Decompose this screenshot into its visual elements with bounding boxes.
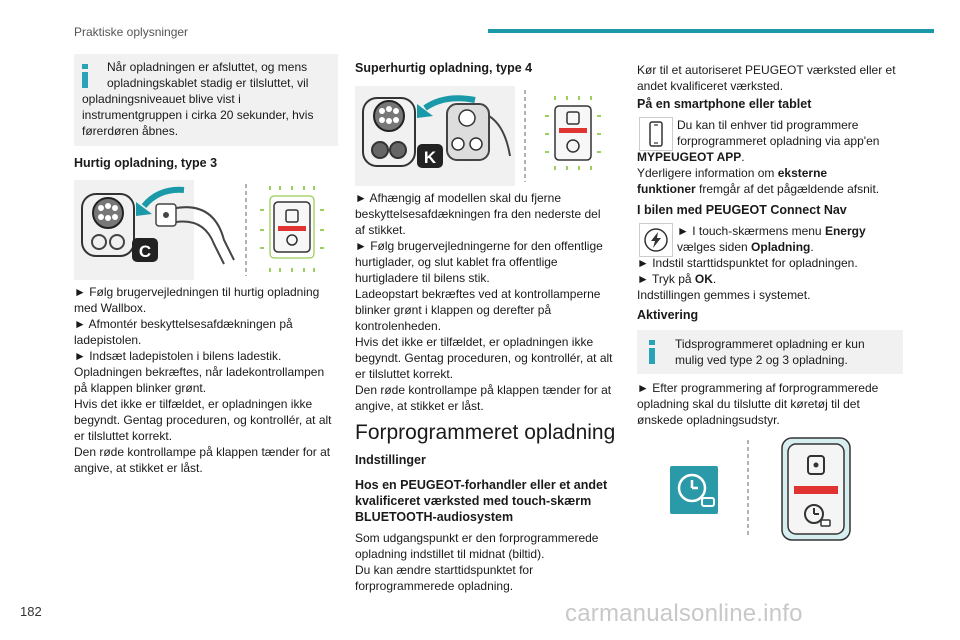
type3-connector-illustration — [74, 180, 338, 280]
figure-letter-c: C — [138, 242, 152, 261]
note-line: førerdøren åbnes. — [82, 124, 179, 138]
text-line: Du kan ændre starttidspunktet for — [355, 563, 534, 577]
text-line — [637, 271, 909, 287]
text-line: Den røde kontrollampe på klappen tænder for at — [74, 445, 331, 459]
punctuation: . — [712, 272, 717, 286]
heading-smartphone: På en smartphone eller tablet — [637, 97, 812, 111]
smartphone-text — [637, 117, 909, 197]
section-title: Forprogrammeret opladning — [355, 421, 616, 444]
text-line: blinker grønt i klappen og derefter på — [355, 303, 552, 317]
text-line: begyndt. Gentag proceduren, og kontrollér, at alt — [74, 413, 332, 427]
more-info-text: fremgår af det pågældende afsnit. — [695, 182, 880, 196]
middle-body-text — [355, 190, 627, 414]
text-line: Du kan til enhver tid programmere — [677, 118, 859, 132]
heading-line: kvalificeret værksted med touch-skærm — [355, 494, 592, 508]
text-line: Kør til et autoriseret PEUGEOT værksted eller et — [637, 63, 896, 77]
step-text: ► I touch-skærmens menu — [677, 224, 825, 238]
right-intro — [637, 62, 907, 94]
text-line: angive, at stikket er låst. — [74, 461, 203, 475]
text-line: forprogrammerede opladning. — [355, 579, 514, 593]
text-line: af stikket. — [355, 223, 406, 237]
note-line: Tidsprogrammeret opladning er kun — [675, 337, 865, 351]
more-info-bold: funktioner — [637, 182, 696, 196]
page-number: 182 — [20, 604, 42, 619]
text-line: Hvis det ikke er tilfældet, er opladningen ikke — [74, 397, 313, 411]
timer-charging-illustration — [668, 436, 868, 542]
left-column — [74, 54, 338, 146]
heading-line: Hos en PEUGEOT-forhandler eller et andet — [355, 478, 608, 492]
heading-settings: Indstillinger — [355, 453, 426, 467]
note-line: Når opladningen er afsluttet, og mens — [107, 60, 308, 74]
text-line: ► Følg brugervejledningerne for den offentlige — [355, 239, 603, 253]
text-line: Den røde kontrollampe på klappen tænder for at — [355, 383, 612, 397]
text-line: Hvis det ikke er tilfældet, er opladningen ikke — [355, 335, 594, 349]
activation-note — [637, 330, 903, 374]
text-line — [637, 239, 909, 255]
heading-type4: Superhurtig opladning, type 4 — [355, 61, 533, 75]
text-line: ► Indsæt ladepistolen i bilens ladestik. — [74, 349, 282, 363]
ok-label: OK — [694, 272, 713, 286]
left-body-text — [74, 284, 344, 476]
text-line: ► Indstil starttidspunktet for opladningen. — [637, 256, 858, 270]
activation-text — [637, 380, 909, 428]
more-info-bold: eksterne — [777, 166, 828, 180]
figure-letter-k: K — [423, 148, 437, 167]
text-line: forprogrammeret opladning via app'en — [677, 134, 880, 148]
text-line: ► Efter programmering af forprogrammerede — [637, 381, 879, 395]
connect-nav-text — [637, 223, 909, 303]
text-line: kontrolenheden. — [355, 319, 442, 333]
heading-line: BLUETOOTH-audiosystem — [355, 510, 514, 524]
text-line: hurtiglader, og slut kablet fra offentlige — [355, 255, 558, 269]
text-line: Opladningen bekræftes, når ladekontrollampen — [74, 365, 325, 379]
text-line: andet kvalificeret værksted. — [637, 79, 784, 93]
heading-type3: Hurtig opladning, type 3 — [74, 156, 218, 170]
text-line: ladepistolen. — [74, 333, 142, 347]
text-line: på klappen blinker grønt. — [74, 381, 207, 395]
text-line: hurtigladere til bilens stik. — [355, 271, 490, 285]
text-line: Indstillingen gemmes i systemet. — [637, 288, 811, 302]
note-line: instrumentgruppen i cirka 20 sekunder, hvis — [82, 108, 314, 122]
step-text: ► Tryk på — [637, 272, 695, 286]
heading-dealer — [355, 477, 630, 525]
type4-connector-illustration — [355, 86, 619, 186]
text-line: ► Afhængig af modellen skal du fjerne — [355, 191, 561, 205]
note-line: opladningsniveauet blive vist i — [82, 92, 241, 106]
text-line: er tilsluttet korrekt. — [74, 429, 173, 443]
punctuation: . — [741, 150, 745, 164]
text-line: ønskede opladningsudstyr. — [637, 413, 780, 427]
running-header: Praktiske oplysninger — [74, 25, 189, 39]
note-line: mulig ved type 2 og 3 opladning. — [675, 353, 848, 367]
step-text: vælges siden — [677, 240, 752, 254]
text-line: angive, at stikket er låst. — [355, 399, 484, 413]
header-accent-bar — [488, 29, 934, 33]
text-line: Ladeopstart bekræftes ved at kontrollamperne — [355, 287, 601, 301]
text-line: er tilsluttet korrekt. — [355, 367, 454, 381]
text-line — [637, 165, 909, 181]
info-icon — [649, 340, 655, 362]
note-line: opladningskablet stadig er tilsluttet, vil — [107, 76, 309, 90]
text-line: ► Afmontér beskyttelsesafdækningen på — [74, 317, 293, 331]
text-line: Som udgangspunkt er den forprogrammerede — [355, 531, 599, 545]
dealer-text — [355, 530, 627, 594]
watermark: carmanualsonline.info — [565, 600, 803, 627]
heading-activation: Aktivering — [637, 308, 699, 322]
text-line: ► Følg brugervejledningen til hurtig opladning — [74, 285, 320, 299]
text-line — [637, 181, 909, 197]
heading-connect-nav: I bilen med PEUGEOT Connect Nav — [637, 203, 847, 217]
text-line: opladning skal du tilslutte dit køretøj til det — [637, 397, 860, 411]
info-icon — [82, 64, 88, 86]
app-name: MYPEUGEOT APP — [637, 150, 742, 164]
more-info-text: Yderligere information om — [637, 166, 778, 180]
text-line — [637, 149, 909, 165]
menu-energy: Energy — [824, 224, 866, 238]
text-line: opladning indstillet til midnat (biltid). — [355, 547, 545, 561]
text-line: beskyttelsesafdækningen fra den nederste del — [355, 207, 601, 221]
text-line — [637, 223, 909, 239]
info-note — [74, 54, 338, 146]
page-charging: Opladning — [751, 240, 811, 254]
punctuation: . — [810, 240, 814, 254]
text-line: med Wallbox. — [74, 301, 147, 315]
text-line: begyndt. Gentag proceduren, og kontrollér, at alt — [355, 351, 613, 365]
